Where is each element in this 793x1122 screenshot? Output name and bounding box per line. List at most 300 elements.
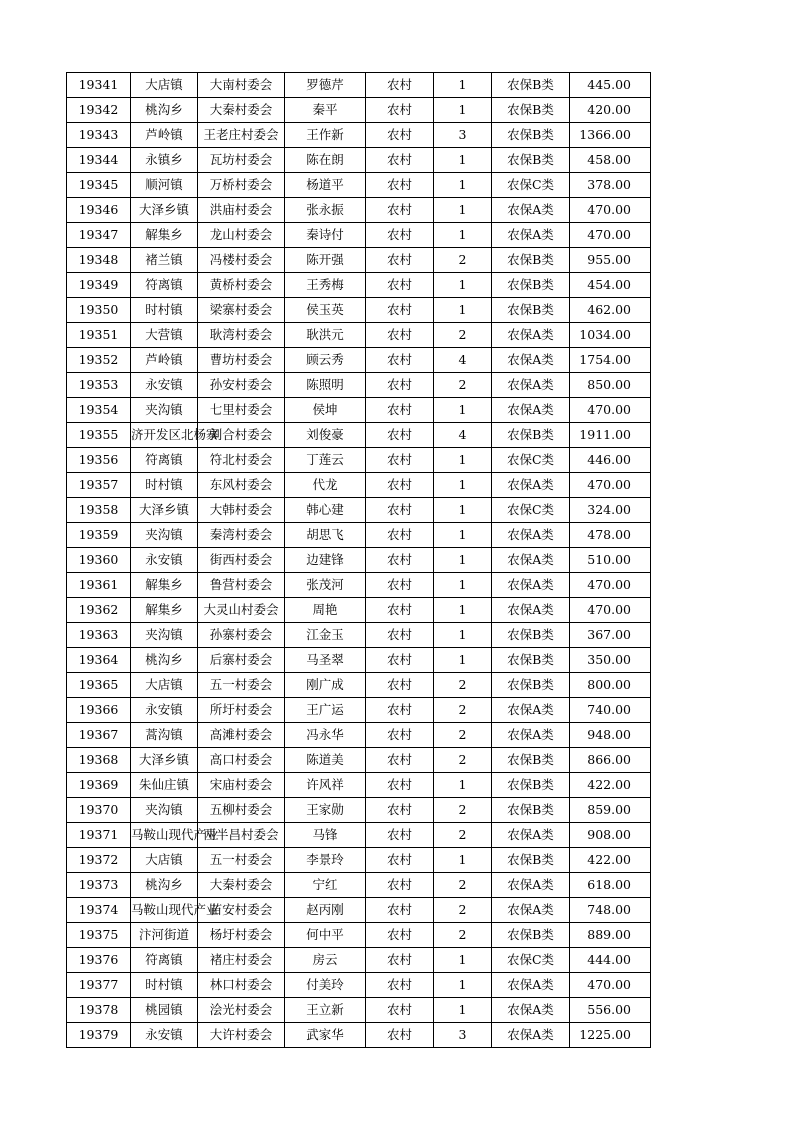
insurance-category-cell: 农保B类 — [492, 123, 570, 148]
people-count-cell: 2 — [434, 248, 492, 273]
town-cell: 符离镇 — [131, 448, 198, 473]
household-type-cell: 农村 — [366, 673, 434, 698]
table-row — [67, 523, 651, 548]
town-cell: 夹沟镇 — [131, 523, 198, 548]
town-cell: 马鞍山现代产业 — [131, 823, 198, 848]
town-cell: 济开发区北杨寨 — [131, 423, 198, 448]
person-name-cell: 边建锋 — [285, 548, 366, 573]
household-type-cell: 农村 — [366, 648, 434, 673]
people-count-cell: 1 — [434, 498, 492, 523]
row-id-cell: 19349 — [67, 273, 131, 298]
table-row — [67, 98, 651, 123]
town-cell: 桃沟乡 — [131, 648, 198, 673]
person-name-cell: 侯玉英 — [285, 298, 366, 323]
table-row — [67, 123, 651, 148]
amount-cell: 470.00 — [570, 573, 651, 598]
amount-cell: 445.00 — [570, 73, 651, 98]
person-name-cell: 房云 — [285, 948, 366, 973]
table-row — [67, 573, 651, 598]
row-id-cell: 19375 — [67, 923, 131, 948]
town-cell: 大店镇 — [131, 848, 198, 873]
person-name-cell: 冯永华 — [285, 723, 366, 748]
town-cell: 解集乡 — [131, 598, 198, 623]
town-cell: 解集乡 — [131, 223, 198, 248]
village-committee-cell: 林口村委会 — [198, 973, 285, 998]
town-cell: 蒿沟镇 — [131, 723, 198, 748]
village-committee-cell: 冯楼村委会 — [198, 248, 285, 273]
household-type-cell: 农村 — [366, 373, 434, 398]
amount-cell: 1225.00 — [570, 1023, 651, 1048]
people-count-cell: 1 — [434, 573, 492, 598]
amount-cell: 748.00 — [570, 898, 651, 923]
table-row — [67, 248, 651, 273]
people-count-cell: 4 — [434, 423, 492, 448]
town-cell: 夹沟镇 — [131, 623, 198, 648]
row-id-cell: 19369 — [67, 773, 131, 798]
table-row — [67, 223, 651, 248]
village-committee-cell: 高滩村委会 — [198, 723, 285, 748]
insurance-category-cell: 农保B类 — [492, 923, 570, 948]
household-type-cell: 农村 — [366, 798, 434, 823]
amount-cell: 1034.00 — [570, 323, 651, 348]
insurance-category-cell: 农保A类 — [492, 723, 570, 748]
person-name-cell: 王家勋 — [285, 798, 366, 823]
amount-cell: 420.00 — [570, 98, 651, 123]
row-id-cell: 19354 — [67, 398, 131, 423]
person-name-cell: 陈道美 — [285, 748, 366, 773]
household-type-cell: 农村 — [366, 498, 434, 523]
amount-cell: 740.00 — [570, 698, 651, 723]
insurance-category-cell: 农保B类 — [492, 273, 570, 298]
household-type-cell: 农村 — [366, 823, 434, 848]
insurance-category-cell: 农保B类 — [492, 248, 570, 273]
household-type-cell: 农村 — [366, 573, 434, 598]
person-name-cell: 江金玉 — [285, 623, 366, 648]
village-committee-cell: 鲁营村委会 — [198, 573, 285, 598]
table-row — [67, 398, 651, 423]
village-committee-cell: 大南村委会 — [198, 73, 285, 98]
village-committee-cell: 耿湾村委会 — [198, 323, 285, 348]
data-table — [66, 72, 651, 1048]
village-committee-cell: 大韩村委会 — [198, 498, 285, 523]
row-id-cell: 19358 — [67, 498, 131, 523]
amount-cell: 859.00 — [570, 798, 651, 823]
amount-cell: 446.00 — [570, 448, 651, 473]
amount-cell: 908.00 — [570, 823, 651, 848]
person-name-cell: 张永振 — [285, 198, 366, 223]
household-type-cell: 农村 — [366, 398, 434, 423]
amount-cell: 422.00 — [570, 773, 651, 798]
row-id-cell: 19344 — [67, 148, 131, 173]
row-id-cell: 19346 — [67, 198, 131, 223]
table-row — [67, 923, 651, 948]
household-type-cell: 农村 — [366, 473, 434, 498]
table-row — [67, 423, 651, 448]
table-row — [67, 823, 651, 848]
table-row — [67, 473, 651, 498]
table-row — [67, 648, 651, 673]
amount-cell: 1366.00 — [570, 123, 651, 148]
amount-cell: 955.00 — [570, 248, 651, 273]
person-name-cell: 胡思飞 — [285, 523, 366, 548]
person-name-cell: 王广运 — [285, 698, 366, 723]
household-type-cell: 农村 — [366, 273, 434, 298]
amount-cell: 889.00 — [570, 923, 651, 948]
people-count-cell: 1 — [434, 473, 492, 498]
person-name-cell: 侯坤 — [285, 398, 366, 423]
person-name-cell: 陈开强 — [285, 248, 366, 273]
village-committee-cell: 大秦村委会 — [198, 873, 285, 898]
people-count-cell: 1 — [434, 773, 492, 798]
household-type-cell: 农村 — [366, 73, 434, 98]
town-cell: 桃园镇 — [131, 998, 198, 1023]
row-id-cell: 19371 — [67, 823, 131, 848]
village-committee-cell: 五一村委会 — [198, 673, 285, 698]
people-count-cell: 1 — [434, 948, 492, 973]
people-count-cell: 2 — [434, 873, 492, 898]
row-id-cell: 19368 — [67, 748, 131, 773]
amount-cell: 866.00 — [570, 748, 651, 773]
people-count-cell: 2 — [434, 723, 492, 748]
row-id-cell: 19365 — [67, 673, 131, 698]
insurance-category-cell: 农保B类 — [492, 73, 570, 98]
village-committee-cell: 两半昌村委会 — [198, 823, 285, 848]
village-committee-cell: 黄桥村委会 — [198, 273, 285, 298]
amount-cell: 458.00 — [570, 148, 651, 173]
household-type-cell: 农村 — [366, 598, 434, 623]
person-name-cell: 周艳 — [285, 598, 366, 623]
amount-cell: 454.00 — [570, 273, 651, 298]
table-row — [67, 323, 651, 348]
row-id-cell: 19353 — [67, 373, 131, 398]
row-id-cell: 19355 — [67, 423, 131, 448]
row-id-cell: 19347 — [67, 223, 131, 248]
household-type-cell: 农村 — [366, 698, 434, 723]
person-name-cell: 武家华 — [285, 1023, 366, 1048]
people-count-cell: 1 — [434, 273, 492, 298]
people-count-cell: 2 — [434, 323, 492, 348]
village-committee-cell: 梁寨村委会 — [198, 298, 285, 323]
people-count-cell: 2 — [434, 673, 492, 698]
insurance-category-cell: 农保A类 — [492, 398, 570, 423]
row-id-cell: 19366 — [67, 698, 131, 723]
table-row — [67, 548, 651, 573]
people-count-cell: 1 — [434, 223, 492, 248]
town-cell: 符离镇 — [131, 948, 198, 973]
insurance-category-cell: 农保B类 — [492, 423, 570, 448]
table-row — [67, 873, 651, 898]
town-cell: 顺河镇 — [131, 173, 198, 198]
village-committee-cell: 街西村委会 — [198, 548, 285, 573]
village-committee-cell: 瓦坊村委会 — [198, 148, 285, 173]
people-count-cell: 1 — [434, 73, 492, 98]
people-count-cell: 1 — [434, 173, 492, 198]
town-cell: 永安镇 — [131, 373, 198, 398]
people-count-cell: 1 — [434, 298, 492, 323]
insurance-category-cell: 农保C类 — [492, 173, 570, 198]
table-row — [67, 1023, 651, 1048]
household-type-cell: 农村 — [366, 323, 434, 348]
town-cell: 永安镇 — [131, 548, 198, 573]
row-id-cell: 19377 — [67, 973, 131, 998]
household-type-cell: 农村 — [366, 998, 434, 1023]
insurance-category-cell: 农保B类 — [492, 673, 570, 698]
amount-cell: 470.00 — [570, 973, 651, 998]
table-row — [67, 973, 651, 998]
insurance-category-cell: 农保A类 — [492, 823, 570, 848]
household-type-cell: 农村 — [366, 348, 434, 373]
person-name-cell: 秦平 — [285, 98, 366, 123]
insurance-category-cell: 农保A类 — [492, 323, 570, 348]
village-committee-cell: 五一村委会 — [198, 848, 285, 873]
table-row — [67, 298, 651, 323]
town-cell: 解集乡 — [131, 573, 198, 598]
table-row — [67, 748, 651, 773]
person-name-cell: 马圣翠 — [285, 648, 366, 673]
person-name-cell: 王秀梅 — [285, 273, 366, 298]
people-count-cell: 1 — [434, 973, 492, 998]
village-committee-cell: 七里村委会 — [198, 398, 285, 423]
row-id-cell: 19363 — [67, 623, 131, 648]
household-type-cell: 农村 — [366, 723, 434, 748]
insurance-category-cell: 农保B类 — [492, 148, 570, 173]
people-count-cell: 1 — [434, 98, 492, 123]
people-count-cell: 1 — [434, 623, 492, 648]
insurance-category-cell: 农保B类 — [492, 748, 570, 773]
household-type-cell: 农村 — [366, 198, 434, 223]
village-committee-cell: 苗安村委会 — [198, 898, 285, 923]
row-id-cell: 19356 — [67, 448, 131, 473]
person-name-cell: 顾云秀 — [285, 348, 366, 373]
table-row — [67, 598, 651, 623]
village-committee-cell: 孙寨村委会 — [198, 623, 285, 648]
people-count-cell: 1 — [434, 148, 492, 173]
people-count-cell: 1 — [434, 548, 492, 573]
people-count-cell: 2 — [434, 748, 492, 773]
amount-cell: 618.00 — [570, 873, 651, 898]
person-name-cell: 罗德芹 — [285, 73, 366, 98]
household-type-cell: 农村 — [366, 173, 434, 198]
village-committee-cell: 杨圩村委会 — [198, 923, 285, 948]
table-row — [67, 448, 651, 473]
amount-cell: 470.00 — [570, 473, 651, 498]
insurance-category-cell: 农保C类 — [492, 498, 570, 523]
row-id-cell: 19364 — [67, 648, 131, 673]
person-name-cell: 付美玲 — [285, 973, 366, 998]
table-row — [67, 373, 651, 398]
insurance-category-cell: 农保A类 — [492, 573, 570, 598]
person-name-cell: 张茂河 — [285, 573, 366, 598]
village-committee-cell: 孙安村委会 — [198, 373, 285, 398]
person-name-cell: 耿洪元 — [285, 323, 366, 348]
people-count-cell: 1 — [434, 523, 492, 548]
row-id-cell: 19361 — [67, 573, 131, 598]
village-committee-cell: 宋庙村委会 — [198, 773, 285, 798]
people-count-cell: 2 — [434, 923, 492, 948]
insurance-category-cell: 农保B类 — [492, 648, 570, 673]
row-id-cell: 19359 — [67, 523, 131, 548]
amount-cell: 470.00 — [570, 598, 651, 623]
insurance-category-cell: 农保B类 — [492, 773, 570, 798]
insurance-category-cell: 农保A类 — [492, 373, 570, 398]
village-committee-cell: 高口村委会 — [198, 748, 285, 773]
people-count-cell: 1 — [434, 998, 492, 1023]
person-name-cell: 陈照明 — [285, 373, 366, 398]
town-cell: 桃沟乡 — [131, 98, 198, 123]
row-id-cell: 19360 — [67, 548, 131, 573]
people-count-cell: 1 — [434, 198, 492, 223]
town-cell: 时村镇 — [131, 973, 198, 998]
row-id-cell: 19370 — [67, 798, 131, 823]
table-row — [67, 273, 651, 298]
household-type-cell: 农村 — [366, 523, 434, 548]
town-cell: 大泽乡镇 — [131, 198, 198, 223]
row-id-cell: 19343 — [67, 123, 131, 148]
table-row — [67, 348, 651, 373]
people-count-cell: 4 — [434, 348, 492, 373]
people-count-cell: 1 — [434, 448, 492, 473]
insurance-category-cell: 农保B类 — [492, 798, 570, 823]
person-name-cell: 何中平 — [285, 923, 366, 948]
people-count-cell: 1 — [434, 848, 492, 873]
household-type-cell: 农村 — [366, 98, 434, 123]
amount-cell: 556.00 — [570, 998, 651, 1023]
table-row — [67, 948, 651, 973]
insurance-category-cell: 农保A类 — [492, 698, 570, 723]
insurance-category-cell: 农保B类 — [492, 848, 570, 873]
insurance-category-cell: 农保B类 — [492, 623, 570, 648]
person-name-cell: 秦诗付 — [285, 223, 366, 248]
village-committee-cell: 洪庙村委会 — [198, 198, 285, 223]
table-row — [67, 998, 651, 1023]
amount-cell: 367.00 — [570, 623, 651, 648]
insurance-category-cell: 农保A类 — [492, 873, 570, 898]
village-committee-cell: 五柳村委会 — [198, 798, 285, 823]
household-type-cell: 农村 — [366, 1023, 434, 1048]
person-name-cell: 李景玲 — [285, 848, 366, 873]
person-name-cell: 代龙 — [285, 473, 366, 498]
row-id-cell: 19379 — [67, 1023, 131, 1048]
person-name-cell: 丁莲云 — [285, 448, 366, 473]
person-name-cell: 陈在朗 — [285, 148, 366, 173]
village-committee-cell: 大秦村委会 — [198, 98, 285, 123]
household-type-cell: 农村 — [366, 948, 434, 973]
amount-cell: 422.00 — [570, 848, 651, 873]
village-committee-cell: 大许村委会 — [198, 1023, 285, 1048]
people-count-cell: 2 — [434, 898, 492, 923]
amount-cell: 462.00 — [570, 298, 651, 323]
table-row — [67, 698, 651, 723]
village-committee-cell: 万桥村委会 — [198, 173, 285, 198]
town-cell: 芦岭镇 — [131, 348, 198, 373]
people-count-cell: 1 — [434, 648, 492, 673]
people-count-cell: 2 — [434, 698, 492, 723]
village-committee-cell: 符北村委会 — [198, 448, 285, 473]
row-id-cell: 19378 — [67, 998, 131, 1023]
town-cell: 朱仙庄镇 — [131, 773, 198, 798]
table-body — [67, 73, 651, 1048]
table-row — [67, 898, 651, 923]
household-type-cell: 农村 — [366, 623, 434, 648]
town-cell: 芦岭镇 — [131, 123, 198, 148]
row-id-cell: 19341 — [67, 73, 131, 98]
amount-cell: 800.00 — [570, 673, 651, 698]
insurance-category-cell: 农保A类 — [492, 598, 570, 623]
person-name-cell: 刘俊豪 — [285, 423, 366, 448]
household-type-cell: 农村 — [366, 223, 434, 248]
town-cell: 夹沟镇 — [131, 398, 198, 423]
person-name-cell: 赵丙刚 — [285, 898, 366, 923]
table-row — [67, 73, 651, 98]
village-committee-cell: 东风村委会 — [198, 473, 285, 498]
town-cell: 永安镇 — [131, 1023, 198, 1048]
town-cell: 时村镇 — [131, 473, 198, 498]
insurance-category-cell: 农保B类 — [492, 298, 570, 323]
household-type-cell: 农村 — [366, 748, 434, 773]
insurance-category-cell: 农保A类 — [492, 973, 570, 998]
person-name-cell: 许风祥 — [285, 773, 366, 798]
amount-cell: 1754.00 — [570, 348, 651, 373]
town-cell: 大店镇 — [131, 73, 198, 98]
household-type-cell: 农村 — [366, 873, 434, 898]
row-id-cell: 19351 — [67, 323, 131, 348]
household-type-cell: 农村 — [366, 973, 434, 998]
people-count-cell: 1 — [434, 398, 492, 423]
row-id-cell: 19352 — [67, 348, 131, 373]
row-id-cell: 19350 — [67, 298, 131, 323]
village-committee-cell: 浍光村委会 — [198, 998, 285, 1023]
people-count-cell: 3 — [434, 1023, 492, 1048]
village-committee-cell: 刘合村委会 — [198, 423, 285, 448]
people-count-cell: 2 — [434, 798, 492, 823]
row-id-cell: 19367 — [67, 723, 131, 748]
town-cell: 夹沟镇 — [131, 798, 198, 823]
amount-cell: 478.00 — [570, 523, 651, 548]
insurance-category-cell: 农保C类 — [492, 948, 570, 973]
person-name-cell: 王立新 — [285, 998, 366, 1023]
row-id-cell: 19345 — [67, 173, 131, 198]
town-cell: 大营镇 — [131, 323, 198, 348]
village-committee-cell: 后寨村委会 — [198, 648, 285, 673]
household-type-cell: 农村 — [366, 923, 434, 948]
row-id-cell: 19373 — [67, 873, 131, 898]
table-row — [67, 798, 651, 823]
town-cell: 大店镇 — [131, 673, 198, 698]
village-committee-cell: 龙山村委会 — [198, 223, 285, 248]
town-cell: 时村镇 — [131, 298, 198, 323]
people-count-cell: 2 — [434, 373, 492, 398]
person-name-cell: 马锋 — [285, 823, 366, 848]
insurance-category-cell: 农保A类 — [492, 898, 570, 923]
insurance-category-cell: 农保B类 — [492, 98, 570, 123]
row-id-cell: 19376 — [67, 948, 131, 973]
amount-cell: 324.00 — [570, 498, 651, 523]
insurance-category-cell: 农保A类 — [492, 473, 570, 498]
amount-cell: 470.00 — [570, 198, 651, 223]
insurance-category-cell: 农保C类 — [492, 448, 570, 473]
table-row — [67, 623, 651, 648]
insurance-category-cell: 农保A类 — [492, 1023, 570, 1048]
town-cell: 褚兰镇 — [131, 248, 198, 273]
town-cell: 大泽乡镇 — [131, 748, 198, 773]
town-cell: 永镇乡 — [131, 148, 198, 173]
household-type-cell: 农村 — [366, 123, 434, 148]
insurance-category-cell: 农保A类 — [492, 548, 570, 573]
row-id-cell: 19348 — [67, 248, 131, 273]
village-committee-cell: 所圩村委会 — [198, 698, 285, 723]
row-id-cell: 19342 — [67, 98, 131, 123]
amount-cell: 350.00 — [570, 648, 651, 673]
